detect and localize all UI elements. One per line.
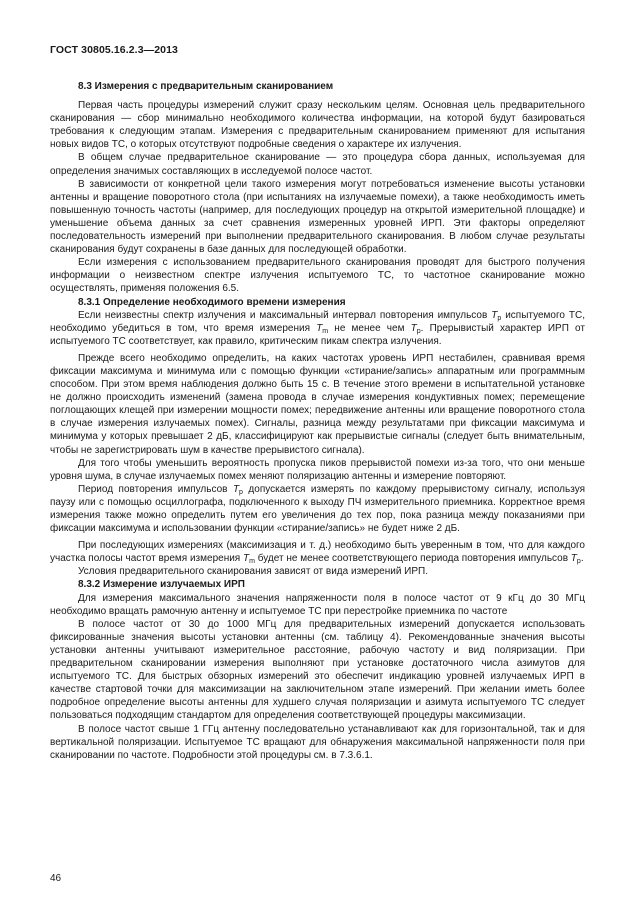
section-8-3-paragraph-3: В зависимости от конкретной цели такого измерения могут потребоваться изменение высоты установки антенны и вращение поворотного стола (при испытаниях на излучаемые помехи), а также необходимость иметь повышенную точность частоты (например, для последующих процедур на открытой измерительной площадке) и уменьшение объема данных за счет сравнения измеренных уровней ИРП. Эти факторы определяют последовательность измерений при выполнении предварительного сканирования. В любом случае результаты сканирования будут сохранены в базе данных для последующей обработки. <box>50 178 585 256</box>
standard-header: ГОСТ 30805.16.2.3—2013 <box>50 44 178 56</box>
section-8-3-2-paragraph-3: В полосе частот свыше 1 ГГц антенну последовательно устанавливают как для горизонтальной, так и для вертикальной поляризации. Испытуемое ТС вращают для обнаружения максимальной напряженности поля при сканировании по частоте. Подробности этой процедуры см. в 7.3.6.1. <box>50 723 585 761</box>
section-8-3-1-paragraph-2: Прежде всего необходимо определить, на каких частотах уровень ИРП нестабилен, сравнивая время фиксации максимума и минимума или с помощью функции «стирание/запись» аппаратным или программным способом. При этом время наблюдения должно быть 15 с. В течение этого времени в испытательной установке не должно происходить изменений (замена провода в случае измерения кондуктивных помех; перемещение поглощающих клещей при измерении мощности помех; передвижение антенны или вращение поворотного стола в случае измерения излучаемых помех). Сигналы, разница между результатами при фиксации максимума и минимума у которых превышает 2 дБ, классифицируют как прерывистые сигналы (следует быть внимательным, чтобы не зарегистрировать шум в качестве прерывистого сигнала). <box>50 352 585 456</box>
section-8-3-1-paragraph-3: Для того чтобы уменьшить вероятность пропуска пиков прерывистой помехи из-за того, что они меньше уровня шума, в случае излучаемых помех меняют поляризацию антенны и измерение повторяют. <box>50 457 585 482</box>
section-8-3-2-heading: 8.3.2 Измерение излучаемых ИРП <box>78 579 245 591</box>
section-8-3-1-paragraph-4: Период повторения импульсов $T_р$ допускается измерять по каждому прерывистому сигналу, используя паузу или с помощью осциллографа, подключенного к выходу ПЧ измерительного приемника. Корректное время измерения также можно определить путем его увеличения до тех пор, пока разница между показаниями при фиксации максимума и использовании функции «стирание/запись» не будет ниже 2 дБ. <box>50 483 585 535</box>
section-8-3-heading: 8.3 Измерения с предварительным сканированием <box>78 81 334 92</box>
section-8-3-paragraph-4: Если измерения с использованием предварительного сканирования проводят для быстрого получения информации о неизвестном спектре излучения испытуемого ТС, то частотное сканирование можно осуществлять, применяя положения 6.5. <box>50 257 585 295</box>
section-8-3-paragraph-1: Первая часть процедуры измерений служит сразу нескольким целям. Основная цель предварительного сканирования — сбор минимально необходимого количества информации, на которой будут базироваться требования к следующим этапам. Измерения с предварительным сканированием применяют для испытания новых видов ТС, о которых отсутствуют подробные сведения о характере их излучения. <box>50 100 585 151</box>
page-number: 46 <box>50 873 62 884</box>
section-8-3-1-paragraph-5: При последующих измерениях (максимизация и т. д.) необходимо быть уверенным в том, что для каждого участка полосы частот время измерения $T_m$ будет не менее соответствующего периода повторения импульсов $T_р$. <box>50 540 585 566</box>
section-8-3-1-paragraph-1: Если неизвестны спектр излучения и максимальный интервал повторения импульсов $T_р$ испытуемого ТС, необходимо убедиться в том, что время измерения $T_m$ не менее чем $T_р$. Прерывистый характер ИРП от испытуемого ТС соответствует, как правило, критическим пикам спектра излучения. <box>50 309 586 347</box>
section-8-3-1-paragraph-6: Условия предварительного сканирования зависят от вида измерений ИРП. <box>78 566 429 578</box>
section-8-3-paragraph-2: В общем случае предварительное сканирование — это процедура сбора данных, используемая для определения значимых составляющих в исследуемой полосе частот. <box>50 152 585 177</box>
section-8-3-1-heading: 8.3.1 Определение необходимого времени измерения <box>78 296 346 308</box>
document-body <box>50 80 585 762</box>
section-8-3-2-paragraph-1: Для измерения максимального значения напряженности поля в полосе частот от 9 кГц до 30 МГц необходимо вращать рамочную антенну и испытуемое ТС при перестройке приемника по частоте <box>50 592 585 617</box>
section-8-3-2-paragraph-2: В полосе частот от 30 до 1000 МГц для предварительных измерений допускается использовать фиксированные значения высоты установки антенны (см. таблицу 4). Рекомендованные значения высоты установки антенны учитывают измерительное расстояние, рабочую частоту и вид поляризации. При предварительном сканировании измерения выполняют при установке достаточного числа азимутов для испытуемого ТС. Для быстрых обзорных измерений это обеспечит индикацию уровней излучаемых ИРП в качестве стартовой точки для максимизации на заключительном этапе измерений. При желании иметь более подробное определение высоты антенны для худшего случая поляризации и азимута испытуемого ТС следует пользоваться подходящим стандартом для определения соответствующей процедуры максимизации. <box>50 618 585 722</box>
